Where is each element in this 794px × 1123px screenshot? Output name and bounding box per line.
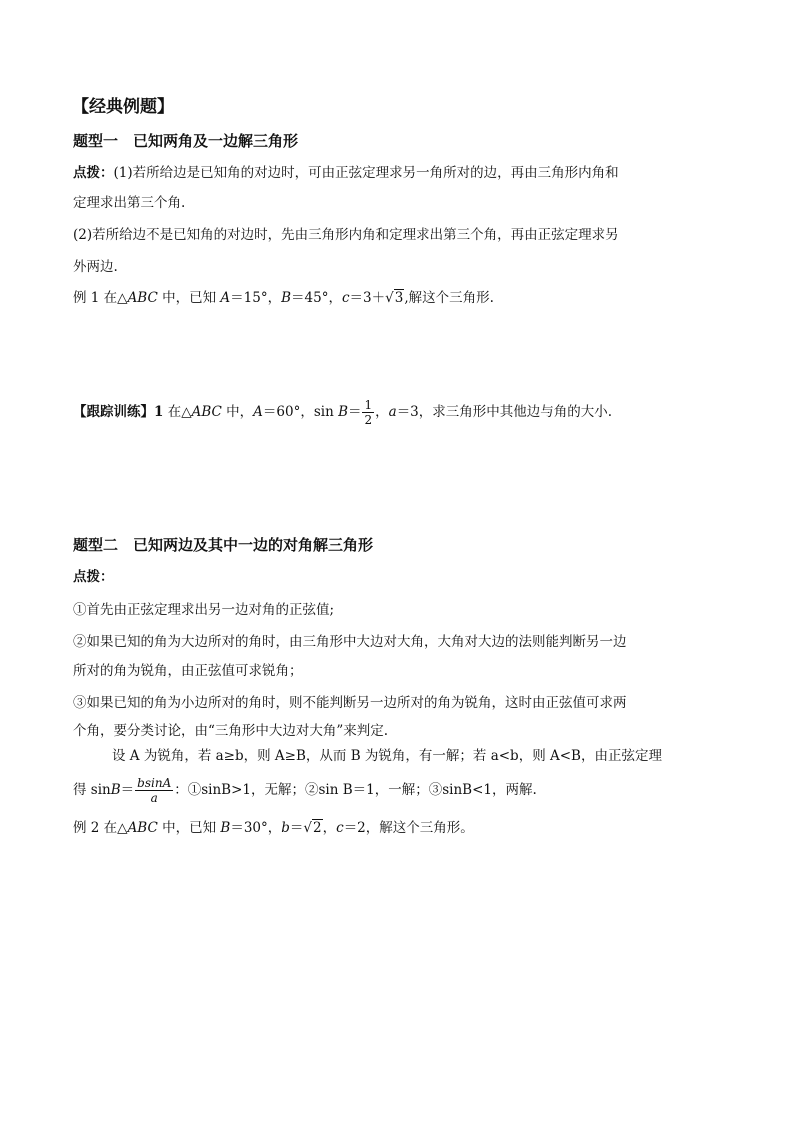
type1-tip2-a: (2)若所给边不是已知角的对边时，先由三角形内角和定理求出第三个角，再由正弦定理求另 bbox=[73, 227, 619, 243]
type2-title: 题型二 已知两边及其中一边的对角解三角形 bbox=[73, 536, 374, 554]
ex2-c: c bbox=[336, 820, 344, 836]
ex2-b: b bbox=[281, 820, 290, 836]
track-A-val: ＝60°，sin bbox=[262, 404, 339, 420]
section-title: 【经典例题】 bbox=[72, 97, 174, 117]
track-comma: ， bbox=[375, 404, 389, 420]
type1-tip-label: 点拨： bbox=[73, 165, 114, 181]
ex2-c-sep: ， bbox=[322, 820, 337, 836]
ex2-b-val: ＝ bbox=[289, 820, 304, 836]
type1-tip2-b: 外两边. bbox=[73, 259, 118, 275]
type2-formula-line bbox=[73, 776, 733, 805]
type1-title: 题型一 已知两角及一边解三角形 bbox=[73, 132, 299, 150]
formula-eq: ＝ bbox=[120, 782, 135, 798]
type1-tip1-b: 定理求出第三个角. bbox=[73, 195, 186, 211]
ex1-A-val: ＝15°， bbox=[230, 290, 282, 306]
ex2-sqrt-arg: 2 bbox=[313, 820, 322, 836]
ex2-end: ＝2，解这个三角形。 bbox=[343, 820, 474, 836]
ex1-sqrt-arg: 3 bbox=[394, 290, 404, 306]
ex1-c-val: ＝3＋ bbox=[349, 290, 386, 306]
formula-rest: ：①sinB>1，无解；②sin B＝1，一解；③sinB<1，两解. bbox=[174, 782, 537, 798]
type2-item3-b: 个角，要分类讨论，由“三角形中大边对大角”来判定. bbox=[73, 723, 389, 739]
tracking-exercise-1 bbox=[73, 398, 733, 427]
ex2-mid: 中，已知 bbox=[157, 820, 221, 836]
track-fraction bbox=[362, 398, 374, 427]
track-b: 中， bbox=[221, 404, 254, 420]
track-frac-num: 1 bbox=[364, 398, 373, 412]
ex2-sqrt: √2 bbox=[303, 820, 322, 836]
ex1-end: ,解这个三角形. bbox=[404, 290, 494, 306]
type2-tip-label: 点拨： bbox=[73, 569, 114, 585]
ex1-mid: 中，已知 bbox=[157, 290, 221, 306]
ex1-abc: ABC bbox=[127, 290, 158, 306]
ex2-B-val: ＝30°， bbox=[230, 820, 282, 836]
formula-den: a bbox=[150, 791, 158, 805]
track-frac-den: 2 bbox=[364, 413, 373, 427]
formula-fraction bbox=[135, 776, 173, 805]
type2-item2-a: ②如果已知的角为大边所对的角时，由三角形中大边对大角，大角对大边的法则能判断另一边 bbox=[73, 634, 627, 650]
ex1-c: c bbox=[341, 290, 350, 306]
ex1-B: B bbox=[281, 290, 292, 306]
type2-item1: ①首先由正弦定理求出另一边对角的正弦值; bbox=[73, 602, 335, 618]
example-2 bbox=[73, 818, 733, 838]
track-A: A bbox=[253, 404, 263, 420]
ex1-A: A bbox=[220, 290, 231, 306]
track-label: 【跟踪训练】1 bbox=[73, 404, 164, 420]
ex1-prefix: 例 1 在△ bbox=[73, 290, 128, 306]
type2-item2-b: 所对的角为锐角，由正弦值可求锐角； bbox=[73, 663, 303, 679]
type1-tip1-a: (1)若所给边是已知角的对边时，可由正弦定理求另一角所对的边，再由三角形内角和 bbox=[113, 165, 619, 181]
formula-num: bsinA bbox=[137, 776, 172, 790]
ex1-B-val: ＝45°， bbox=[291, 290, 342, 306]
track-eq: ＝ bbox=[347, 404, 362, 420]
type2-case-line: 设 A 为锐角，若 a≥b，则 A≥B，从而 B 为锐角，有一解；若 a<b，则 A<B，由正弦定理 bbox=[112, 748, 662, 764]
ex2-abc: ABC bbox=[127, 820, 158, 836]
ex1-sqrt: √3 bbox=[385, 290, 404, 306]
type2-item3-a: ③如果已知的角为小边所对的角时，则不能判断另一边所对的角为锐角，这时由正弦值可求两 bbox=[73, 695, 627, 711]
track-a-var: a bbox=[388, 404, 397, 420]
example-1 bbox=[73, 288, 733, 308]
type1-tip-line1 bbox=[73, 163, 733, 183]
ex2-B: B bbox=[220, 820, 231, 836]
track-abc: ABC bbox=[191, 404, 222, 420]
track-end: ＝3，求三角形中其他边与角的大小. bbox=[396, 404, 613, 420]
track-B: B bbox=[338, 404, 348, 420]
formula-B: B bbox=[110, 782, 121, 798]
track-a: 在△ bbox=[163, 404, 192, 420]
formula-prefix: 得 sin bbox=[73, 782, 111, 798]
ex2-prefix: 例 2 在△ bbox=[73, 820, 128, 836]
